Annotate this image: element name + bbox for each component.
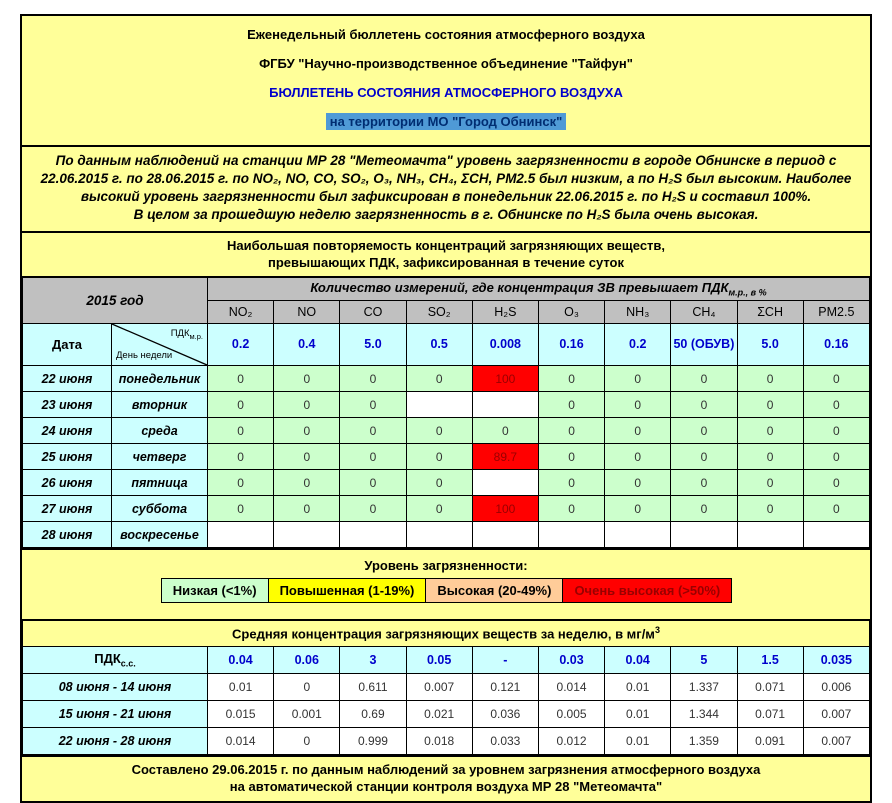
measurement-cell: 0	[803, 418, 869, 444]
table2-title: Средняя концентрация загрязняющих веществ за неделю, в $мг/м^3$	[23, 620, 870, 647]
measurement-cell: 0	[538, 496, 604, 522]
measurement-cell: 0	[605, 444, 671, 470]
table-row	[23, 701, 870, 728]
measurement-cell: 0	[737, 470, 803, 496]
footer-line1: Составлено 29.06.2015 г. по данным наблюдений за уровнем загрязнения атмосферного воздуха	[131, 762, 761, 777]
date-cell: 25 июня	[23, 444, 112, 470]
pdk-ss-value: 0.03	[538, 647, 604, 674]
measurement-cell: 0	[340, 418, 406, 444]
legend-item: Низкая (<1%)	[161, 578, 269, 603]
measurement-cell	[340, 522, 406, 548]
measurement-cell	[472, 392, 538, 418]
measurement-cell: 0	[803, 392, 869, 418]
measurement-cell: 0	[605, 496, 671, 522]
measurement-cell: 0	[538, 470, 604, 496]
measurement-cell	[605, 522, 671, 548]
measurement-cell: 0	[340, 392, 406, 418]
pdk-mr-label: $ПДК_{м.р.}$	[170, 328, 203, 341]
bulletin-page	[20, 14, 872, 803]
legend-item: Высокая (20-49%)	[425, 578, 563, 603]
year-header: 2015 год	[23, 277, 208, 324]
measurement-cell: 0	[274, 366, 340, 392]
concentration-cell: 0.021	[406, 701, 472, 728]
period-cell: 08 июня - 14 июня	[23, 674, 208, 701]
concentration-cell: 0.007	[803, 728, 869, 755]
concentration-cell: 0.005	[538, 701, 604, 728]
measurement-cell: 0	[737, 392, 803, 418]
concentration-cell: 0.01	[208, 674, 274, 701]
measurement-cell: 0	[671, 392, 737, 418]
pdk-mr-value: 0.2	[208, 324, 274, 366]
pdk-ss-value: 0.035	[803, 647, 869, 674]
measurement-cell: 0	[406, 470, 472, 496]
concentration-cell: 0	[274, 674, 340, 701]
pdk-ss-value: -	[472, 647, 538, 674]
summary-text: По данным наблюдений на станции МР 28 "Метеомачта" уровень загрязненности в городе Обнинске в период с 22.06.2015 г. по 28.06.2015 г. по NO₂, NO, CO, SO₂, O₃, NH₃, CH₄, ΣCH, PM2.5 был низким, а по H₂S был высоким. Наиболее высокий уровень загрязненности был зафиксирован в понедельник 22.06.2015 г. по H₂S и составил 100%.	[40, 153, 852, 204]
footer-line2: на автоматической станции контроля воздуха МР 28 "Метеомачта"	[229, 779, 663, 794]
bulletin-main-title: БЮЛЛЕТЕНЬ СОСТОЯНИЯ АТМОСФЕРНОГО ВОЗДУХА	[269, 85, 623, 100]
pdk-mr-value: 0.16	[538, 324, 604, 366]
concentration-cell: 0.69	[340, 701, 406, 728]
weekday-cell: среда	[112, 418, 208, 444]
table-row	[23, 522, 870, 548]
measurement-cell: 0	[605, 366, 671, 392]
concentration-cell: 0.007	[406, 674, 472, 701]
measurement-cell: 0	[274, 392, 340, 418]
concentration-cell: 0.033	[472, 728, 538, 755]
bulletin-subtitle-weekly: Еженедельный бюллетень состояния атмосферного воздуха	[247, 27, 645, 42]
concentration-cell: 0.015	[208, 701, 274, 728]
concentration-cell: 0.999	[340, 728, 406, 755]
measurement-cell: 0	[340, 444, 406, 470]
measurement-cell: 0	[538, 444, 604, 470]
pollutant-column-header: CO	[340, 301, 406, 324]
concentration-cell: 0.012	[538, 728, 604, 755]
pollutant-column-header: ΣCH	[737, 301, 803, 324]
pdk-ss-value: 0.04	[208, 647, 274, 674]
measurement-cell: 0	[274, 418, 340, 444]
concentration-cell: 1.344	[671, 701, 737, 728]
concentration-cell: 0.071	[737, 701, 803, 728]
measurement-cell: 0	[406, 444, 472, 470]
date-cell: 27 июня	[23, 496, 112, 522]
measurement-cell: 0	[737, 366, 803, 392]
pdk-mr-value: 0.4	[274, 324, 340, 366]
concentration-cell: 0.01	[605, 674, 671, 701]
measurements-header: Количество измерений, где концентрация ЗВ превышает $ПДК_{м.р., в \%}$	[208, 277, 870, 301]
measurement-cell: 0	[803, 444, 869, 470]
measurement-cell: 0	[803, 470, 869, 496]
measurement-cell	[538, 522, 604, 548]
table-row	[23, 366, 870, 392]
measurement-cell: 100	[472, 496, 538, 522]
measurement-cell: 0	[538, 392, 604, 418]
measurement-cell: 0	[406, 496, 472, 522]
summary-conclusion: В целом за прошедшую неделю загрязненность в г. Обнинске по H₂S была очень высокая.	[133, 207, 759, 222]
measurement-cell: 0	[671, 418, 737, 444]
measurement-cell	[406, 392, 472, 418]
concentration-cell: 0	[274, 728, 340, 755]
table1-title	[22, 231, 870, 276]
measurement-cell: 89.7	[472, 444, 538, 470]
concentration-cell: 0.611	[340, 674, 406, 701]
concentration-cell: 0.071	[737, 674, 803, 701]
summary-paragraph	[22, 145, 870, 231]
pdk-ss-value: 1.5	[737, 647, 803, 674]
measurement-cell	[208, 522, 274, 548]
measurement-cell: 0	[274, 496, 340, 522]
measurement-cell: 0	[340, 496, 406, 522]
footer-note	[22, 755, 870, 801]
measurement-cell: 0	[208, 418, 274, 444]
measurement-cell	[803, 522, 869, 548]
measurement-cell: 0	[737, 496, 803, 522]
date-cell: 28 июня	[23, 522, 112, 548]
pdk-ss-label: $ПДК_{с.с.}$	[23, 647, 208, 674]
measurement-cell: 0	[605, 418, 671, 444]
measurement-cell	[406, 522, 472, 548]
pollutant-column-header: NO	[274, 301, 340, 324]
pollutant-column-header: H₂S	[472, 301, 538, 324]
pdk-mr-value: 0.16	[803, 324, 869, 366]
measurement-cell: 0	[605, 470, 671, 496]
weekday-label: День недели	[116, 350, 173, 361]
pdk-ss-value: 0.05	[406, 647, 472, 674]
measurement-cell	[472, 522, 538, 548]
measurement-cell: 0	[208, 366, 274, 392]
measurement-cell: 0	[671, 444, 737, 470]
concentration-cell: 0.007	[803, 701, 869, 728]
weekday-cell: суббота	[112, 496, 208, 522]
table-row	[23, 674, 870, 701]
concentration-cell: 0.036	[472, 701, 538, 728]
measurement-cell: 0	[803, 366, 869, 392]
exceedance-table	[22, 276, 870, 548]
table-row	[23, 418, 870, 444]
pdk-mr-value: 5.0	[737, 324, 803, 366]
territory-title-highlighted: на территории МО "Город Обнинск"	[326, 113, 567, 130]
bulletin-header	[22, 16, 870, 145]
weekday-cell: четверг	[112, 444, 208, 470]
measurement-cell: 0	[208, 496, 274, 522]
table1-title-line2: превышающих ПДК, зафиксированная в течение суток	[268, 255, 624, 270]
date-cell: 26 июня	[23, 470, 112, 496]
measurement-cell: 0	[671, 366, 737, 392]
table-row	[23, 496, 870, 522]
pdk-ss-value: 3	[340, 647, 406, 674]
measurement-cell: 0	[274, 444, 340, 470]
concentration-cell: 1.337	[671, 674, 737, 701]
measurement-cell	[737, 522, 803, 548]
table-row	[23, 392, 870, 418]
measurement-cell	[472, 470, 538, 496]
measurement-cell: 0	[406, 366, 472, 392]
weekday-cell: пятница	[112, 470, 208, 496]
date-cell: 22 июня	[23, 366, 112, 392]
measurement-cell	[274, 522, 340, 548]
measurement-cell: 0	[340, 366, 406, 392]
legend-item: Повышенная (1-19%)	[268, 578, 427, 603]
table-row	[23, 728, 870, 755]
concentration-cell: 0.006	[803, 674, 869, 701]
pdk-mr-value: 0.2	[605, 324, 671, 366]
pdk-ss-value: 0.04	[605, 647, 671, 674]
concentration-cell: 0.091	[737, 728, 803, 755]
table1-title-line1: Наибольшая повторяемость концентраций загрязняющих веществ,	[226, 238, 666, 253]
pdk-ss-value: 0.06	[274, 647, 340, 674]
legend-title: Уровень загрязненности:	[364, 558, 528, 573]
pdk-mr-value: 50 (ОБУВ)	[671, 324, 737, 366]
measurement-cell: 0	[671, 496, 737, 522]
date-cell: 24 июня	[23, 418, 112, 444]
legend-item: Очень высокая (>50%)	[562, 578, 732, 603]
pollutant-column-header: NH₃	[605, 301, 671, 324]
organization-name: ФГБУ "Научно-производственное объединение "Тайфун"	[259, 56, 633, 71]
measurement-cell: 100	[472, 366, 538, 392]
pdk-ss-value: 5	[671, 647, 737, 674]
measurement-cell: 0	[472, 418, 538, 444]
pollutant-column-header: O₃	[538, 301, 604, 324]
pollutant-column-header: SO₂	[406, 301, 472, 324]
table-row	[23, 444, 870, 470]
concentration-cell: 0.121	[472, 674, 538, 701]
measurement-cell	[671, 522, 737, 548]
measurement-cell: 0	[538, 418, 604, 444]
date-column-header: Дата	[23, 324, 112, 366]
concentration-cell: 0.014	[538, 674, 604, 701]
pollutant-column-header: NO₂	[208, 301, 274, 324]
period-cell: 22 июня - 28 июня	[23, 728, 208, 755]
pollutant-column-header: CH₄	[671, 301, 737, 324]
weekday-cell: вторник	[112, 392, 208, 418]
average-concentration-table	[22, 619, 870, 755]
measurement-cell: 0	[605, 392, 671, 418]
pdk-mr-value: 5.0	[340, 324, 406, 366]
measurement-cell: 0	[274, 470, 340, 496]
concentration-cell: 1.359	[671, 728, 737, 755]
pollution-level-legend	[22, 548, 870, 619]
weekday-cell: воскресенье	[112, 522, 208, 548]
table-row	[23, 470, 870, 496]
measurement-cell: 0	[208, 470, 274, 496]
measurement-cell: 0	[803, 496, 869, 522]
measurement-cell: 0	[671, 470, 737, 496]
measurement-cell: 0	[340, 470, 406, 496]
measurement-cell: 0	[208, 392, 274, 418]
date-cell: 23 июня	[23, 392, 112, 418]
pdk-mr-value: 0.008	[472, 324, 538, 366]
measurement-cell: 0	[737, 418, 803, 444]
measurement-cell: 0	[208, 444, 274, 470]
concentration-cell: 0.018	[406, 728, 472, 755]
concentration-cell: 0.01	[605, 701, 671, 728]
concentration-cell: 0.01	[605, 728, 671, 755]
measurement-cell: 0	[737, 444, 803, 470]
measurement-cell: 0	[538, 366, 604, 392]
concentration-cell: 0.014	[208, 728, 274, 755]
weekday-cell: понедельник	[112, 366, 208, 392]
period-cell: 15 июня - 21 июня	[23, 701, 208, 728]
measurement-cell: 0	[406, 418, 472, 444]
concentration-cell: 0.001	[274, 701, 340, 728]
pollutant-column-header: PM2.5	[803, 301, 869, 324]
pdk-mr-value: 0.5	[406, 324, 472, 366]
legend-items	[161, 578, 732, 603]
diagonal-header-cell	[112, 324, 208, 366]
